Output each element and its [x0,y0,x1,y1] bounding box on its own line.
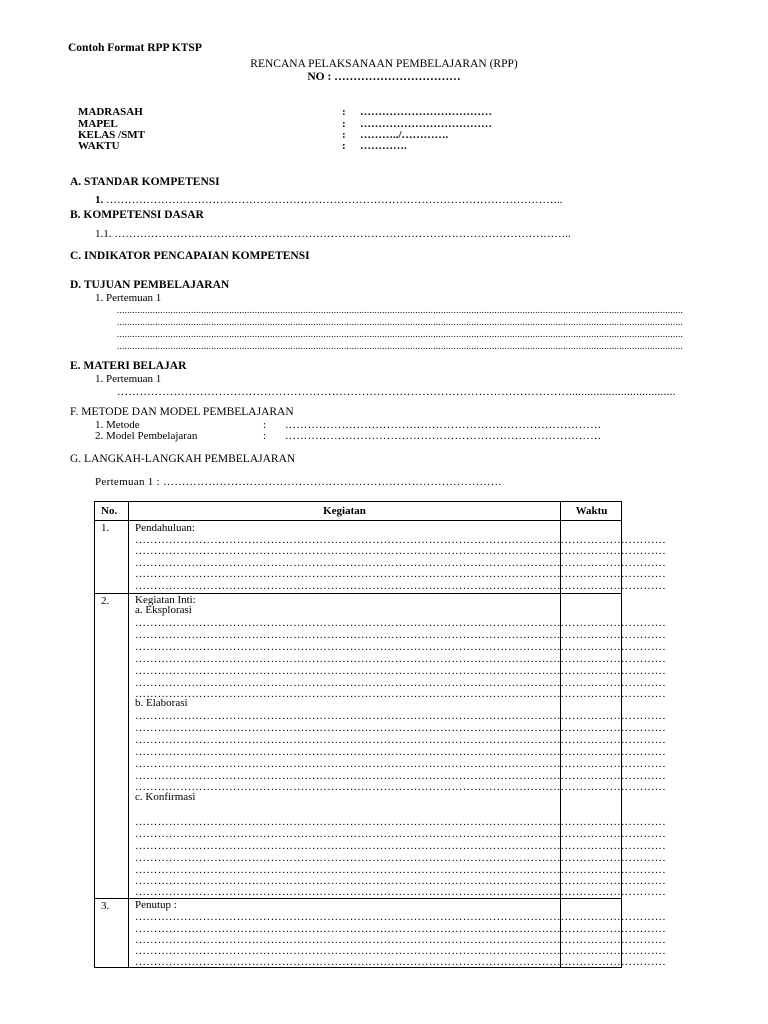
section-f-item-label: 2. Model Pembelajaran [95,430,198,442]
subheading-elaborasi: b. Elaborasi [135,697,188,709]
dotted-line: …………………………………………………………………………………………………………………………… [135,875,667,887]
subheading-konfirmasi: c. Konfirmasi [135,791,196,803]
section-f-item-value: ………………………………………………………………………… [285,419,602,431]
dotted-line: …………………………………………………………………………………………………………………………… [135,580,667,592]
section-g-meeting: Pertemuan 1 : ……………………………………………………………………………… [95,476,503,488]
section-f-item-model [95,430,635,442]
dotted-line: …………………………………………………………………………………………………………………………… [135,864,667,876]
section-d-line: .............................................................................................................................................................................................................................. [117,329,684,339]
identity-colon: : [342,140,346,152]
section-b-title: B. KOMPETENSI DASAR [70,209,204,221]
section-d-line: .............................................................................................................................................................................................................................. [117,341,684,351]
section-f-item-label: 1. Metode [95,419,140,431]
dotted-line: …………………………………………………………………………………………………………………………… [135,781,667,793]
table-row-number: 2. [101,595,110,607]
dotted-line: …………………………………………………………………………………………………………………………… [135,934,667,946]
identity-value: …………. [360,140,407,152]
identity-colon: : [342,129,346,141]
document-label: Contoh Format RPP KTSP [68,42,202,54]
row-title-kegiatan-inti: Kegiatan Inti: [135,594,196,606]
section-d-line: .............................................................................................................................................................................................................................. [117,317,684,327]
dotted-line: …………………………………………………………………………………………………………………………… [135,665,667,677]
section-a-title: A. STANDAR KOMPETENSI [70,176,220,188]
section-a-item [95,194,563,207]
dotted-line: …………………………………………………………………………………………………………………………… [135,710,667,722]
section-a-item-dots: …………………………………………………………………………………………………………….. [106,194,563,206]
dotted-line: …………………………………………………………………………………………………………………………… [135,911,667,923]
dotted-line: …………………………………………………………………………………………………………………………… [135,641,667,653]
section-d-line: .............................................................................................................................................................................................................................. [117,305,684,315]
dotted-line: …………………………………………………………………………………………………………………………… [135,770,667,782]
dotted-line: …………………………………………………………………………………………………………………………… [135,629,667,641]
row-title-penutup: Penutup : [135,899,177,911]
table-row-number: 1. [101,522,110,534]
dotted-line: …………………………………………………………………………………………………………………………… [135,923,667,935]
table-header-waktu: Waktu [575,505,608,517]
table-header-kegiatan: Kegiatan [323,505,366,517]
dotted-line: …………………………………………………………………………………………………………………………… [135,617,667,629]
subheading-eksplorasi: a. Eksplorasi [135,604,192,616]
section-f-item-colon: : [263,419,267,431]
identity-label: WAKTU [78,140,120,152]
dotted-line: …………………………………………………………………………………………………………………………… [135,545,667,557]
table-row-number: 3. [101,900,110,912]
section-f-item-value: ………………………………………………………………………… [285,430,602,442]
activity-table [94,501,667,968]
section-e-line: …………………………………………………………………………………………………………................................... [117,386,676,398]
document-title: RENCANA PELAKSANAAN PEMBELAJARAN (RPP) [250,58,518,70]
identity-colon: : [342,118,346,130]
section-d-title: D. TUJUAN PEMBELAJARAN [70,279,230,291]
row-title-pendahuluan: Pendahuluan: [135,522,195,534]
dotted-line: …………………………………………………………………………………………………………………………… [135,557,667,569]
dotted-line: …………………………………………………………………………………………………………………………… [135,677,667,689]
section-a-item-number: 1. [95,194,104,206]
identity-value: ………../…………. [360,129,449,141]
dotted-line: …………………………………………………………………………………………………………………………… [135,840,667,852]
dotted-line: …………………………………………………………………………………………………………………………… [135,734,667,746]
identity-colon: : [342,106,346,118]
section-d-meeting: 1. Pertemuan 1 [95,292,162,304]
dotted-line: …………………………………………………………………………………………………………………………… [135,956,667,968]
identity-value: ……………………………… [360,118,492,130]
identity-value: ……………………………… [360,106,492,118]
dotted-line: …………………………………………………………………………………………………………………………… [135,886,667,898]
section-g-title: G. LANGKAH-LANGKAH PEMBELAJARAN [70,453,296,465]
dotted-line: …………………………………………………………………………………………………………………………… [135,828,667,840]
identity-label: MAPEL [78,118,118,130]
dotted-line: …………………………………………………………………………………………………………………………… [135,816,667,828]
identity-label: KELAS /SMT [78,129,145,141]
dotted-line: …………………………………………………………………………………………………………………………… [135,758,667,770]
dotted-line: …………………………………………………………………………………………………………………………… [135,653,667,665]
dotted-line: …………………………………………………………………………………………………………………………… [135,852,667,864]
dotted-line: …………………………………………………………………………………………………………………………… [135,534,667,546]
document-number: NO : …………………………… [307,71,461,83]
section-f-item-colon: : [263,430,267,442]
table-header-no: No. [101,505,118,517]
dotted-line: …………………………………………………………………………………………………………………………… [135,568,667,580]
dotted-line: …………………………………………………………………………………………………………………………… [135,945,667,957]
dotted-line: …………………………………………………………………………………………………………………………… [135,722,667,734]
section-c-title: C. INDIKATOR PENCAPAIAN KOMPETENSI [70,250,310,262]
section-e-meeting: 1. Pertemuan 1 [95,373,162,385]
identity-label: MADRASAH [78,106,143,118]
section-b-item: 1.1. …………………………………………………………………………………………………………….. [95,228,571,240]
dotted-line: …………………………………………………………………………………………………………………………… [135,746,667,758]
section-e-title: E. MATERI BELAJAR [70,360,187,372]
table-divider [95,520,621,521]
section-f-title: F. METODE DAN MODEL PEMBELAJARAN [70,406,294,418]
dotted-line: …………………………………………………………………………………………………………………………… [135,688,667,700]
